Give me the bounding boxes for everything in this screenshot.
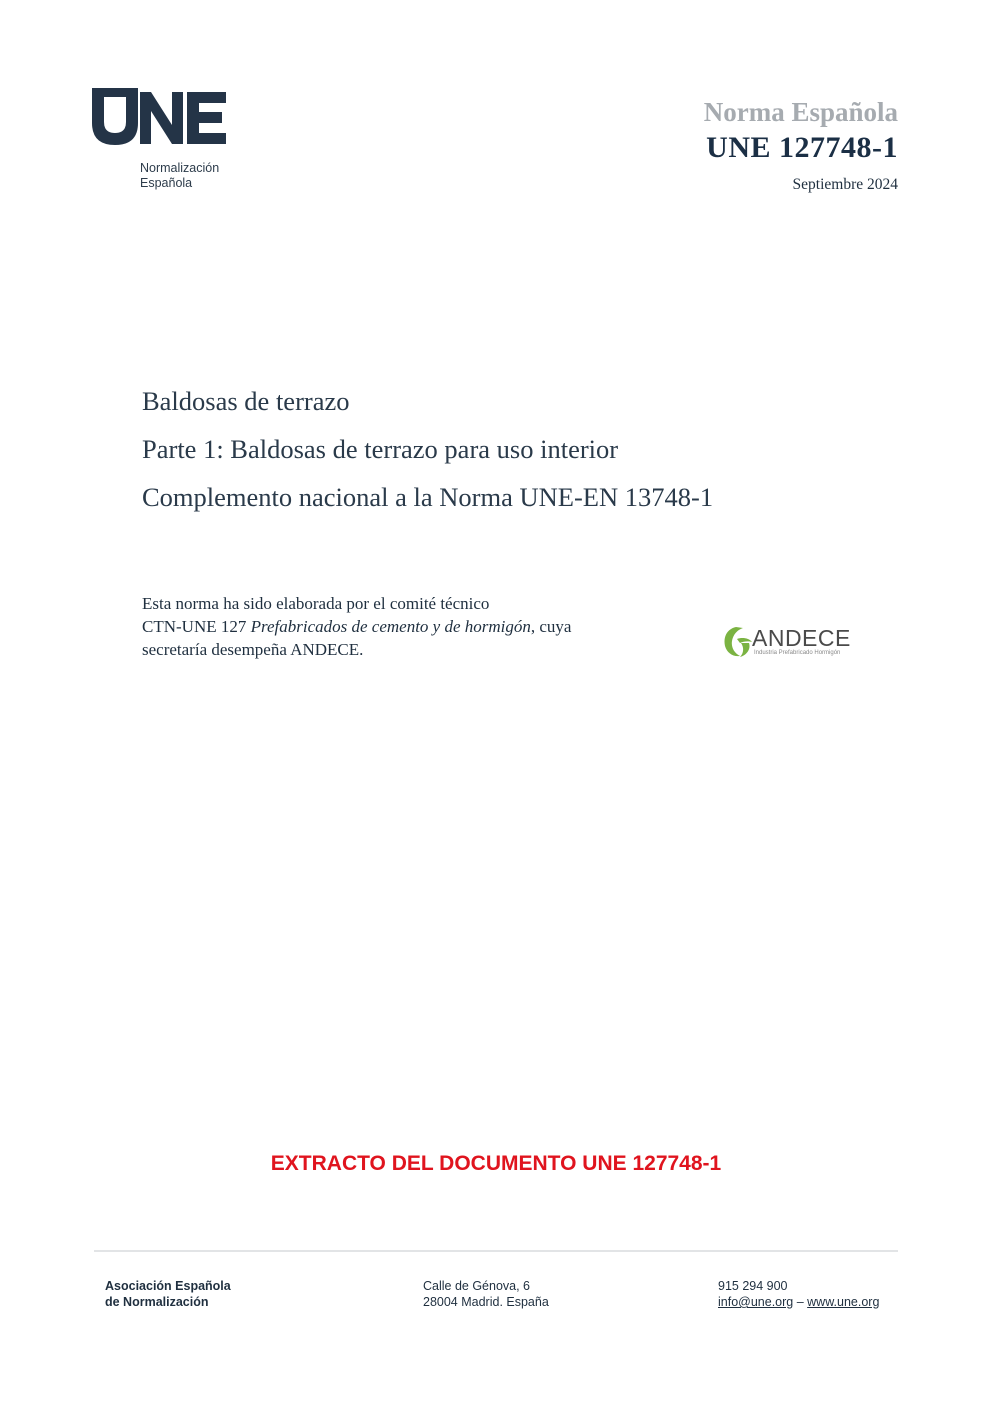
footer-address (423, 1278, 549, 1310)
committee-line2 (142, 615, 682, 638)
footer-org-line1: Asociación Española (105, 1279, 231, 1293)
logo-subtitle-line2: Española (140, 176, 193, 190)
footer-address-line1: Calle de Génova, 6 (423, 1279, 531, 1293)
footer-organization (105, 1278, 231, 1310)
andece-logo (720, 622, 860, 662)
logo-subtitle (140, 161, 219, 191)
standard-label: Norma Española (703, 97, 898, 127)
publication-date: Septiembre 2024 (792, 176, 898, 193)
footer-contact (718, 1278, 879, 1310)
committee-line2-suffix: , cuya (530, 617, 572, 636)
standard-header (704, 96, 898, 194)
logo-subtitle-line1: Normalización (140, 161, 220, 175)
andece-tagline: Industria Prefabricado Hormigón (754, 650, 841, 656)
committee-code: CTN-UNE 127 (142, 617, 251, 636)
footer-divider (94, 1250, 898, 1252)
andece-wordmark: ANDECE (752, 625, 851, 651)
standard-code: UNE 127748-1 (706, 131, 898, 164)
committee-statement (142, 592, 682, 661)
footer-org-line2: de Normalización (105, 1295, 209, 1309)
footer-links (718, 1294, 879, 1310)
andece-emblem-icon (722, 625, 754, 659)
footer-address-line2: 28004 Madrid. España (423, 1295, 549, 1309)
une-wordmark-icon (92, 88, 228, 146)
footer-phone: 915 294 900 (718, 1279, 788, 1293)
link-separator: – (793, 1295, 808, 1309)
document-subtitle-part: Parte 1: Baldosas de terrazo para uso interior (142, 434, 619, 464)
committee-line3: secretaría desempeña ANDECE. (142, 640, 364, 659)
document-title: Baldosas de terrazo (142, 386, 350, 416)
committee-name: Prefabricados de cemento y de hormigón (250, 617, 531, 636)
extract-notice: EXTRACTO DEL DOCUMENTO UNE 127748-1 (270, 1152, 722, 1175)
email-link[interactable]: info@une.org (718, 1295, 794, 1309)
document-subtitle-complement: Complemento nacional a la Norma UNE-EN 13748-1 (142, 482, 714, 512)
une-logo (92, 88, 232, 198)
website-link[interactable]: www.une.org (807, 1295, 880, 1309)
committee-line1: Esta norma ha sido elaborada por el comité técnico (142, 594, 490, 613)
